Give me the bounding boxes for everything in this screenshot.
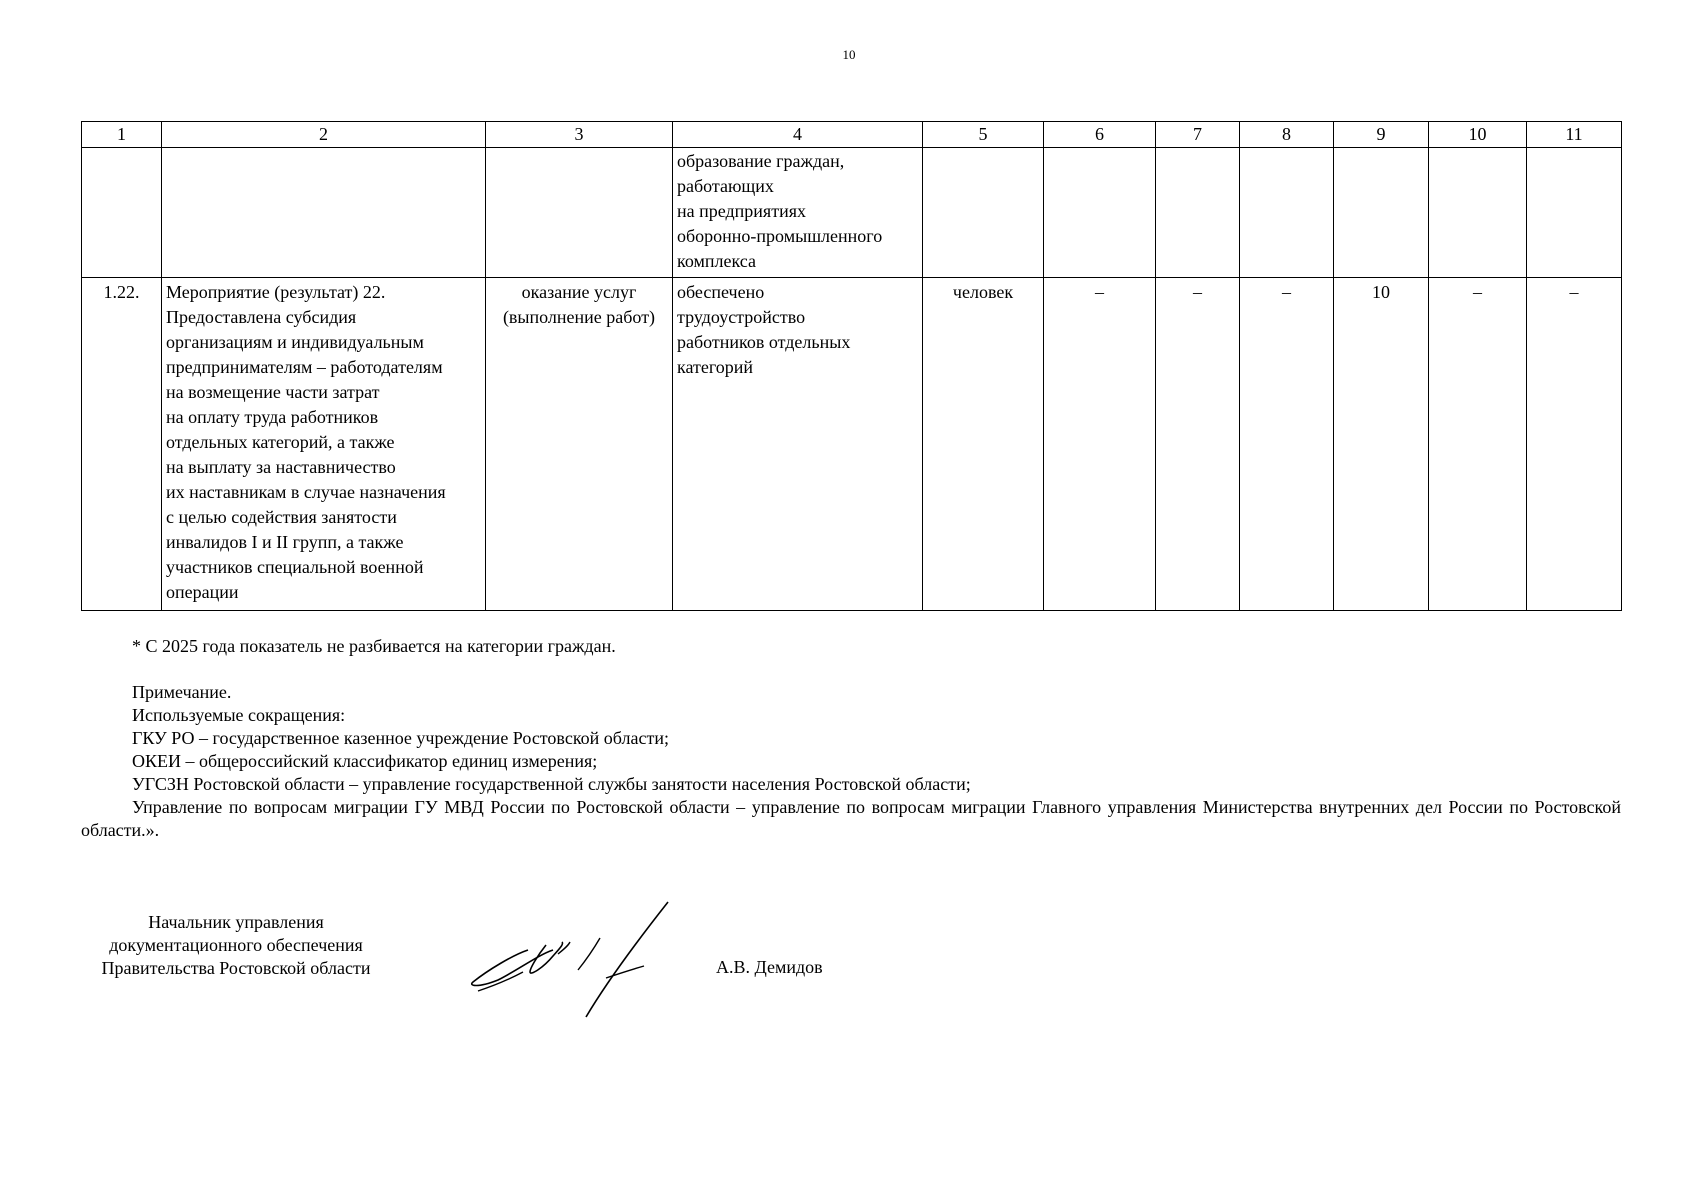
column-header: 8: [1240, 122, 1334, 148]
value-cell: [1156, 148, 1240, 278]
position-line: документационного обеспечения: [109, 935, 363, 955]
event-name-cell: [162, 148, 486, 278]
row-number-cell: [82, 148, 162, 278]
value-cell: [1527, 148, 1622, 278]
cell-line: трудоустройство: [677, 307, 806, 327]
column-header: 3: [486, 122, 673, 148]
unit-cell: [923, 148, 1044, 278]
cell-line: Предоставлена субсидия: [166, 307, 357, 327]
value-cell: [1334, 148, 1429, 278]
note-heading: Примечание.: [132, 682, 232, 702]
cell-line: образование граждан,: [677, 151, 845, 171]
cell-line: их наставникам в случае назначения: [166, 482, 446, 502]
note-line: УГСЗН Ростовской области – управление государственной службы занятости населения Ростовской области;: [132, 774, 971, 794]
cell-line: оказание услуг: [521, 282, 637, 302]
value-cell: –: [1527, 278, 1622, 611]
cell-line: категорий: [677, 357, 754, 377]
value-cell: –: [1240, 278, 1334, 611]
column-header: 2: [162, 122, 486, 148]
value-cell: –: [1044, 278, 1156, 611]
note-line: Управление по вопросам миграции ГУ МВД России по Ростовской области – управление по вопросам миграции Главного управления Министерства внутренних дел России по Ростовской области.».: [81, 797, 1621, 840]
cell-line: Мероприятие (результат) 22.: [166, 282, 386, 302]
characteristic-cell: [673, 148, 923, 278]
row-number-cell: 1.22.: [82, 278, 162, 611]
column-header: 5: [923, 122, 1044, 148]
table-row: [82, 148, 1622, 278]
cell-line: участников специальной военной: [166, 557, 424, 577]
handwritten-signature: [468, 900, 678, 1018]
value-cell: [1429, 148, 1527, 278]
value-cell: [1044, 148, 1156, 278]
note-line: Используемые сокращения:: [132, 705, 346, 725]
position-line: Начальник управления: [148, 912, 324, 932]
unit-cell: человек: [923, 278, 1044, 611]
cell-line: отдельных категорий, а также: [166, 432, 395, 452]
note-line: ГКУ РО – государственное казенное учреждение Ростовской области;: [132, 728, 669, 748]
value-cell: 10: [1334, 278, 1429, 611]
cell-line: на оплату труда работников: [166, 407, 379, 427]
page-number: 10: [842, 47, 856, 62]
column-header: 11: [1527, 122, 1622, 148]
table-row: [82, 278, 1622, 611]
event-name-cell: [162, 278, 486, 611]
position-line: Правительства Ростовской области: [101, 958, 371, 978]
cell-line: организациям и индивидуальным: [166, 332, 424, 352]
cell-line: (выполнение работ): [502, 307, 656, 327]
column-header: 1: [82, 122, 162, 148]
signer-position: [76, 911, 396, 980]
cell-line: обеспечено: [677, 282, 765, 302]
cell-line: работающих: [677, 176, 774, 196]
event-type-cell: [486, 148, 673, 278]
column-header: 7: [1156, 122, 1240, 148]
notes-section: [81, 681, 1621, 842]
cell-line: с целью содействия занятости: [166, 507, 397, 527]
value-cell: –: [1156, 278, 1240, 611]
cell-line: операции: [166, 582, 239, 602]
cell-line: на возмещение части затрат: [166, 382, 380, 402]
signer-name: А.В. Демидов: [716, 957, 823, 977]
cell-line: работников отдельных: [677, 332, 851, 352]
characteristic-cell: [673, 278, 923, 611]
column-header: 9: [1334, 122, 1429, 148]
cell-line: на выплату за наставничество: [166, 457, 396, 477]
value-cell: [1240, 148, 1334, 278]
table-header-row: [82, 122, 1622, 148]
value-cell: –: [1429, 278, 1527, 611]
note-line: ОКЕИ – общероссийский классификатор единиц измерения;: [132, 751, 598, 771]
indicators-table: [81, 121, 1622, 611]
cell-line: предпринимателям – работодателям: [166, 357, 443, 377]
column-header: 6: [1044, 122, 1156, 148]
event-type-cell: [486, 278, 673, 611]
cell-line: на предприятиях: [677, 201, 806, 221]
footnote: * С 2025 года показатель не разбивается на категории граждан.: [132, 636, 616, 656]
cell-line: оборонно-промышленного: [677, 226, 883, 246]
cell-line: инвалидов I и II групп, а также: [166, 532, 404, 552]
cell-line: комплекса: [677, 251, 756, 271]
column-header: 4: [673, 122, 923, 148]
column-header: 10: [1429, 122, 1527, 148]
